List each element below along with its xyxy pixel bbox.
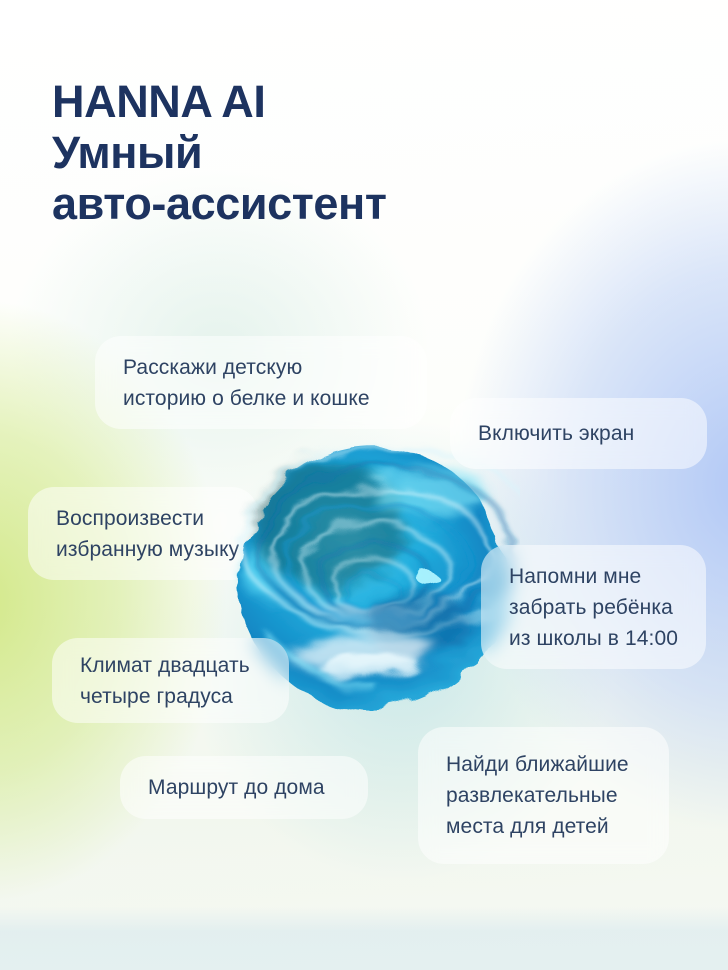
command-line: избранную музыку <box>56 537 240 561</box>
brand-name: HANNA AI <box>52 76 266 127</box>
command-line: историю о белке и кошке <box>123 386 370 410</box>
command-line: развлекательные <box>446 784 618 807</box>
command-line: Найди ближайшие <box>446 753 629 776</box>
command-line: Климат двадцать <box>80 653 250 677</box>
command-bubble-reminder[interactable] <box>481 545 706 669</box>
title-line-3: авто-ассистент <box>52 178 387 229</box>
command-line: Напомни мне <box>509 564 642 588</box>
command-bubble-route-home[interactable] <box>120 756 368 819</box>
command-line: места для детей <box>446 815 609 838</box>
command-line: из школы в 14:00 <box>509 626 679 650</box>
command-line: Расскажи детскую <box>123 355 303 379</box>
command-bubble-climate[interactable] <box>52 638 289 723</box>
command-line: четыре градуса <box>80 684 233 708</box>
command-line: Включить экран <box>478 422 635 445</box>
command-bubble-screen-on[interactable] <box>450 398 707 469</box>
command-bubble-story[interactable] <box>95 336 427 429</box>
command-bubble-kids-places[interactable] <box>418 727 669 864</box>
page-title <box>52 76 386 229</box>
command-line: Маршрут до дома <box>148 776 325 799</box>
title-line-2: Умный <box>52 127 203 178</box>
command-line: Воспроизвести <box>56 506 205 530</box>
command-line: забрать ребёнка <box>509 595 673 619</box>
